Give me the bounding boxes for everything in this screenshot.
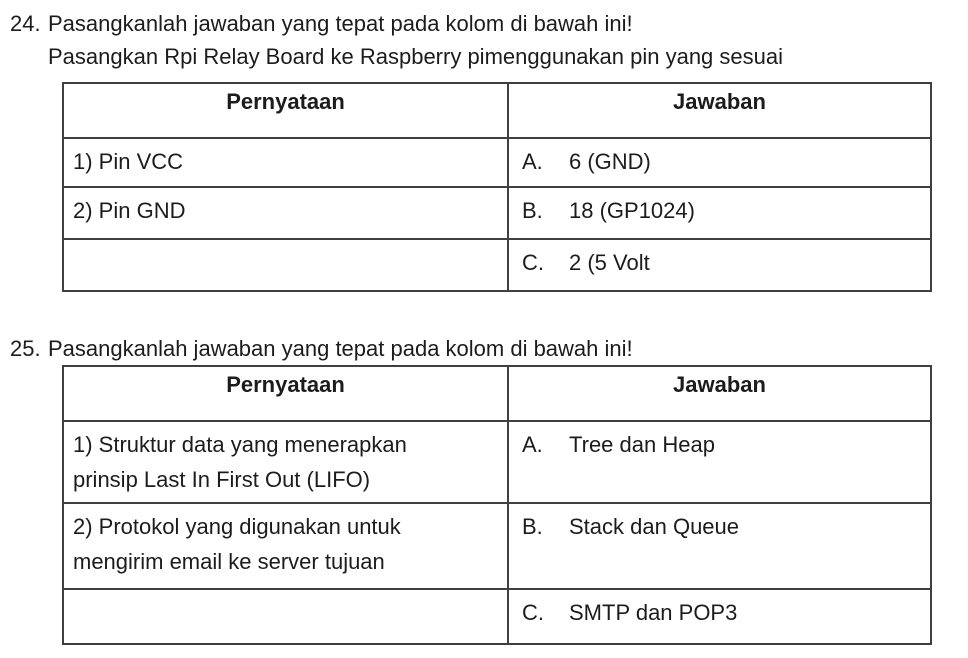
matching-table-25 xyxy=(62,365,932,645)
question-number: 25. xyxy=(10,336,41,361)
answer-text: 6 (GND) xyxy=(569,149,651,174)
table-row xyxy=(63,503,931,589)
answer-cell xyxy=(509,240,930,280)
question-number: 24. xyxy=(10,11,41,36)
column-header-pernyataan: Pernyataan xyxy=(63,366,508,421)
column-header-jawaban: Jawaban xyxy=(508,83,931,138)
table-row xyxy=(63,421,931,503)
table-header-row xyxy=(63,83,931,138)
answer-letter: A. xyxy=(522,149,543,174)
column-header-pernyataan: Pernyataan xyxy=(63,83,508,138)
answer-cell xyxy=(509,188,930,228)
statement-cell: 1) Pin VCC xyxy=(73,149,184,174)
answer-cell xyxy=(509,139,930,179)
question-25-heading xyxy=(0,332,968,365)
quiz-document-page xyxy=(0,7,968,658)
column-header-jawaban: Jawaban xyxy=(508,366,931,421)
statement-cell: 2) Pin GND xyxy=(73,198,186,223)
answer-letter: C. xyxy=(522,600,544,625)
answer-cell xyxy=(509,590,930,630)
answer-text: SMTP dan POP3 xyxy=(569,600,738,625)
answer-text: Tree dan Heap xyxy=(569,432,715,457)
table-row xyxy=(63,239,931,291)
statement-cell xyxy=(64,240,481,245)
question-prompt: Pasangkanlah jawaban yang tepat pada kolom di bawah ini! xyxy=(48,11,633,36)
answer-letter: B. xyxy=(522,198,543,223)
question-prompt: Pasangkanlah jawaban yang tepat pada kolom di bawah ini! xyxy=(48,336,633,361)
answer-cell xyxy=(509,422,930,462)
question-subprompt: Pasangkan Rpi Relay Board ke Raspberry pimenggunakan pin yang sesuai xyxy=(48,44,784,69)
table-row xyxy=(63,187,931,239)
answer-letter: C. xyxy=(522,250,544,275)
answer-letter: A. xyxy=(522,432,543,457)
answer-letter: B. xyxy=(522,514,543,539)
question-25 xyxy=(0,332,968,645)
question-24-heading xyxy=(0,7,968,40)
answer-text: Stack dan Queue xyxy=(569,514,740,539)
answer-cell xyxy=(509,504,930,544)
table-row xyxy=(63,138,931,187)
answer-text: 18 (GP1024) xyxy=(569,198,695,223)
table-row xyxy=(63,589,931,644)
statement-cell xyxy=(64,590,481,595)
question-24 xyxy=(0,7,968,292)
matching-table-24 xyxy=(62,82,932,292)
statement-cell: 1) Struktur data yang menerapkan prinsip Last In First Out (LIFO) xyxy=(73,432,407,492)
statement-cell: 2) Protokol yang digunakan untuk mengirim email ke server tujuan xyxy=(73,514,401,574)
answer-text: 2 (5 Volt xyxy=(569,250,650,275)
table-header-row xyxy=(63,366,931,421)
